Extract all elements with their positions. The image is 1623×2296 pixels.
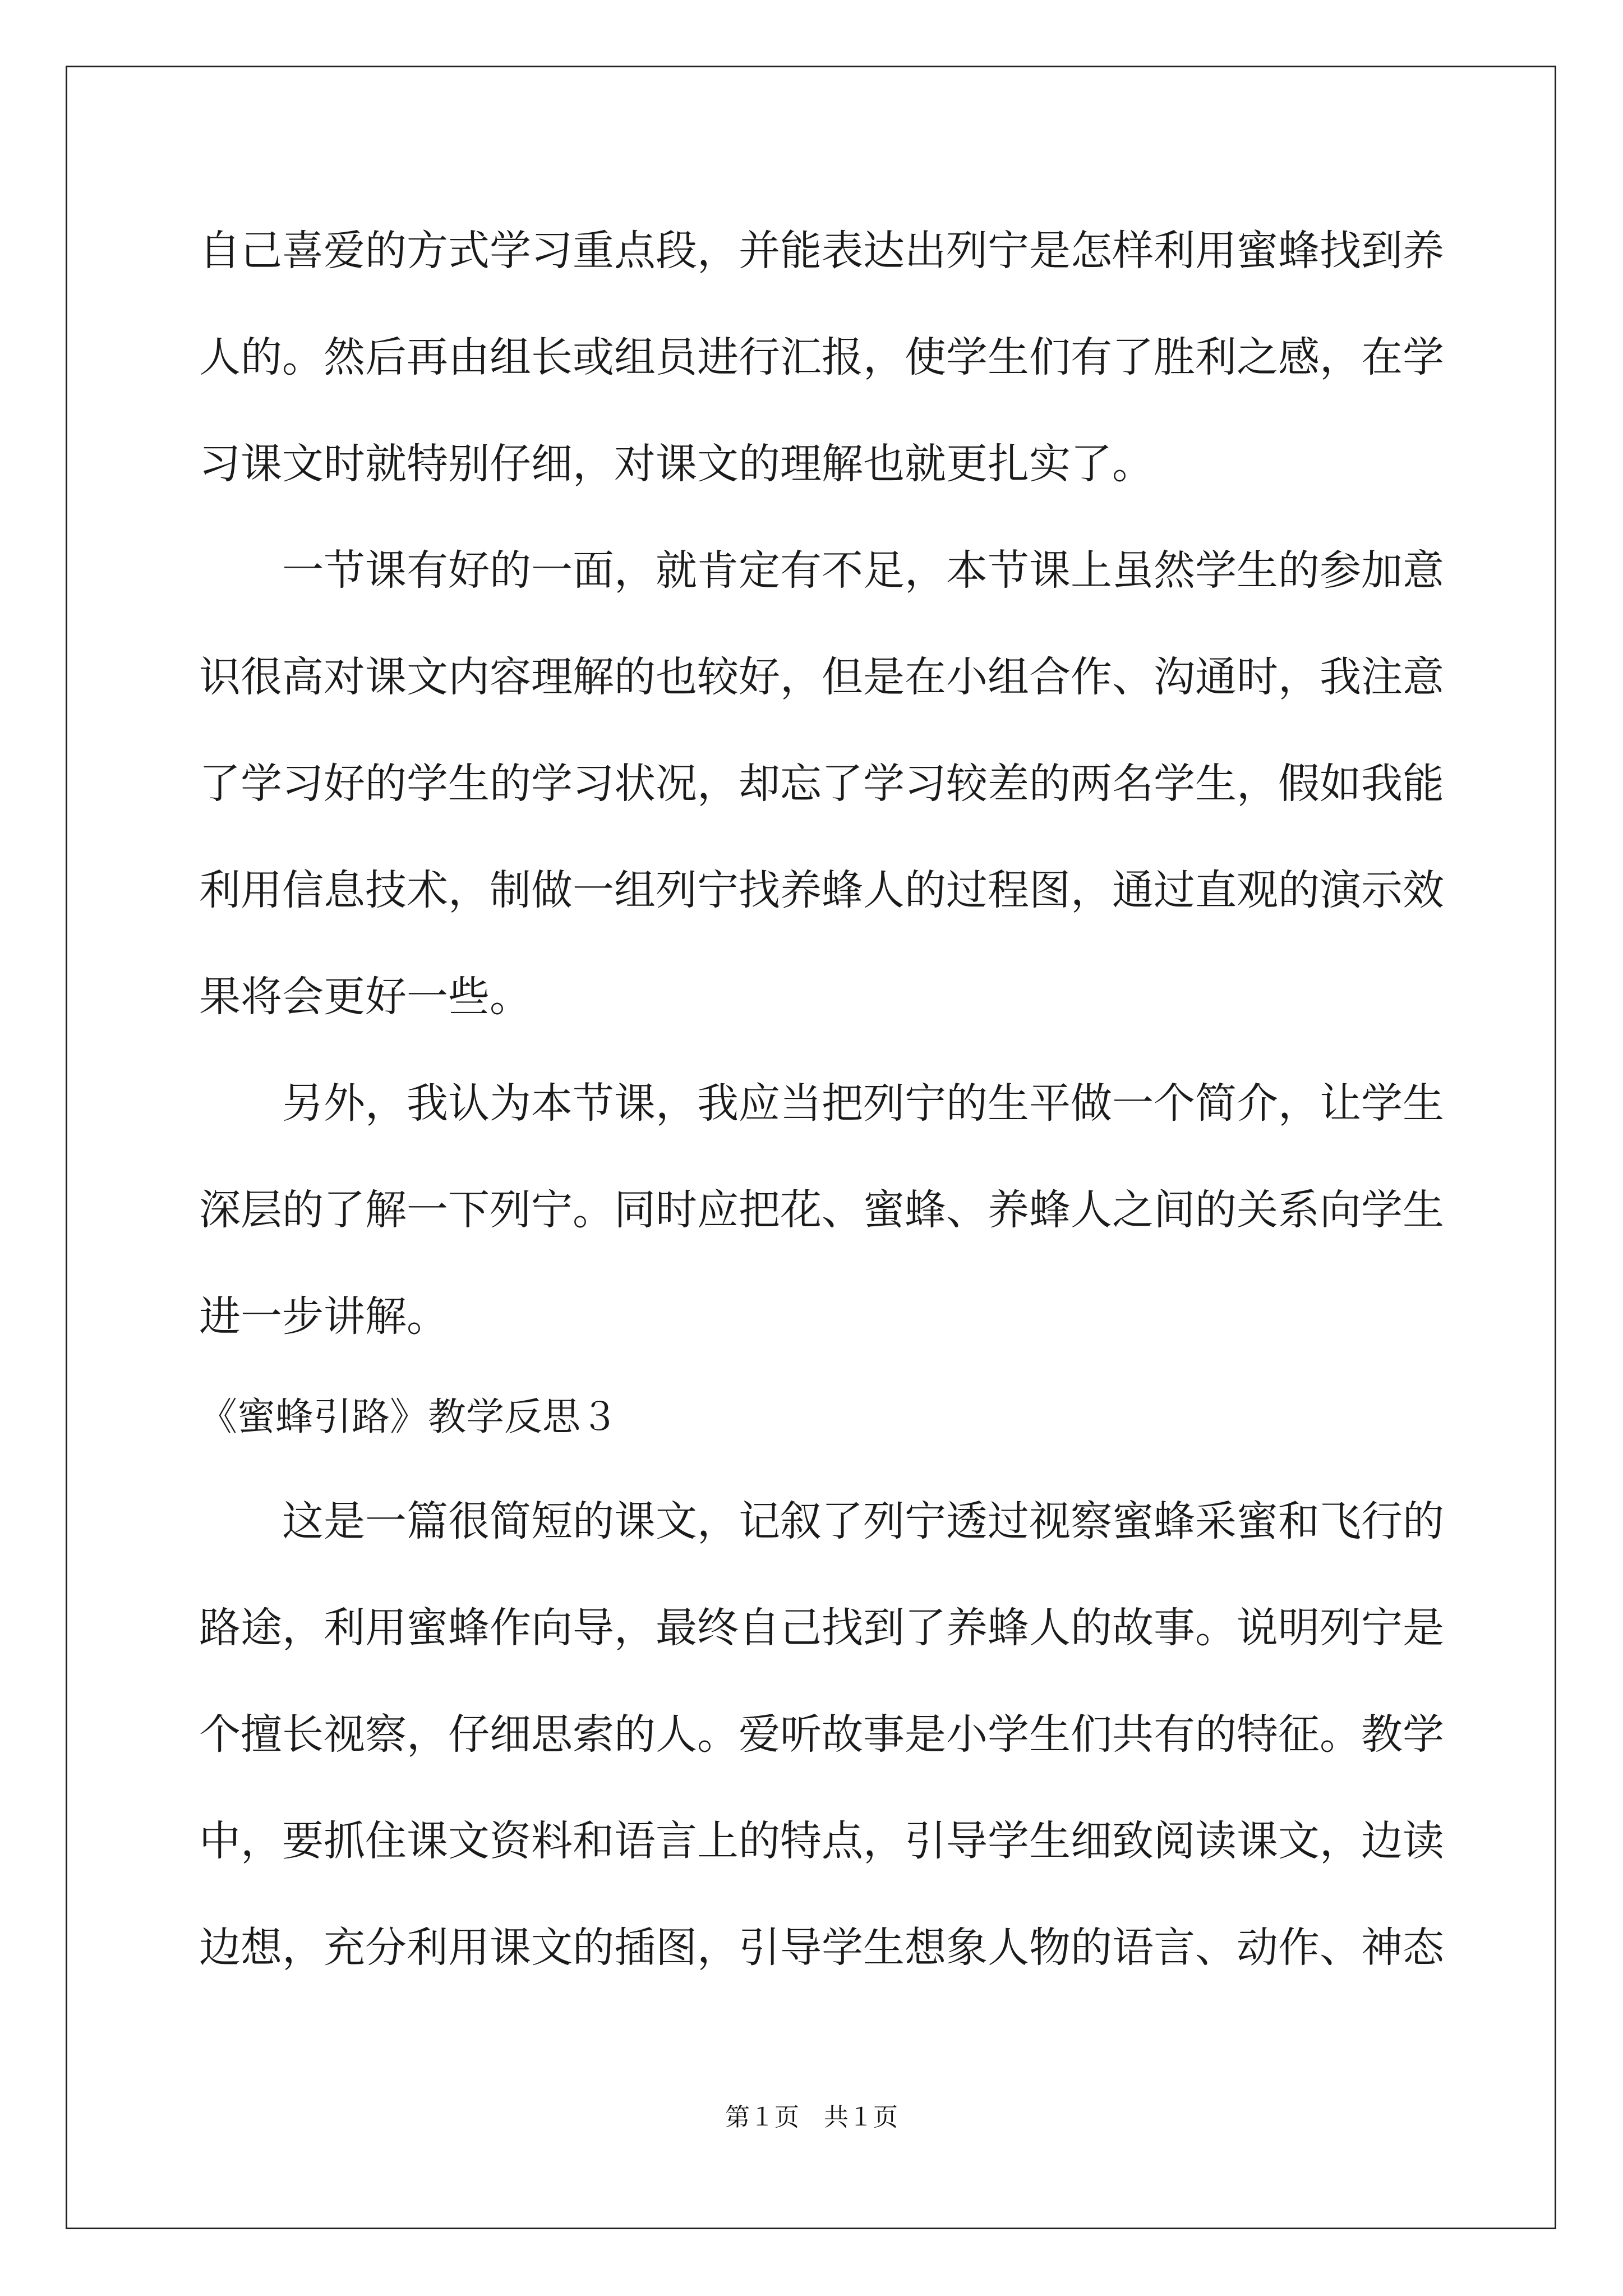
paragraph-line: 习课文时就特别仔细，对课文的理解也就更扎实了。	[199, 440, 1154, 488]
paragraph-line: 了学习好的学生的学习状况，却忘了学习较差的两名学生，假如我能	[199, 760, 1444, 808]
paragraph-line: 路途，利用蜜蜂作向导，最终自己找到了养蜂人的故事。说明列宁是	[199, 1604, 1444, 1652]
paragraph-line: 这是一篇很简短的课文，记叙了列宁透过视察蜜蜂采蜜和飞行的	[282, 1497, 1444, 1545]
paragraph-line: 个擅长视察，仔细思索的人。爱听故事是小学生们共有的特征。教学	[199, 1710, 1444, 1759]
paragraph-line: 果将会更好一些。	[199, 973, 531, 1021]
paragraph-line: 进一步讲解。	[199, 1292, 448, 1341]
paragraph-line: 人的。然后再由组长或组员进行汇报，使学生们有了胜利之感，在学	[199, 333, 1444, 381]
paragraph-line: 边想，充分利用课文的插图，引导学生想象人物的语言、动作、神态	[199, 1924, 1444, 1972]
page-footer: 第１页 共１页	[725, 2103, 898, 2132]
paragraph-line: 识很高对课文内容理解的也较好，但是在小组合作、沟通时，我注意	[199, 653, 1444, 701]
paragraph-line: 一节课有好的一面，就肯定有不足，本节课上虽然学生的参加意	[282, 546, 1444, 595]
paragraph-line: 利用信息技术，制做一组列宁找养蜂人的过程图，通过直观的演示效	[199, 866, 1444, 914]
section-heading: 《蜜蜂引路》教学反思３	[199, 1395, 619, 1439]
paragraph-line: 中，要抓住课文资料和语言上的特点，引导学生细致阅读课文，边读	[199, 1817, 1444, 1865]
paragraph-line: 自己喜爱的方式学习重点段，并能表达出列宁是怎样利用蜜蜂找到养	[199, 227, 1444, 275]
paragraph-line: 深层的了解一下列宁。同时应把花、蜜蜂、养蜂人之间的关系向学生	[199, 1186, 1444, 1234]
paragraph-line: 另外，我认为本节课，我应当把列宁的生平做一个简介，让学生	[282, 1079, 1444, 1128]
